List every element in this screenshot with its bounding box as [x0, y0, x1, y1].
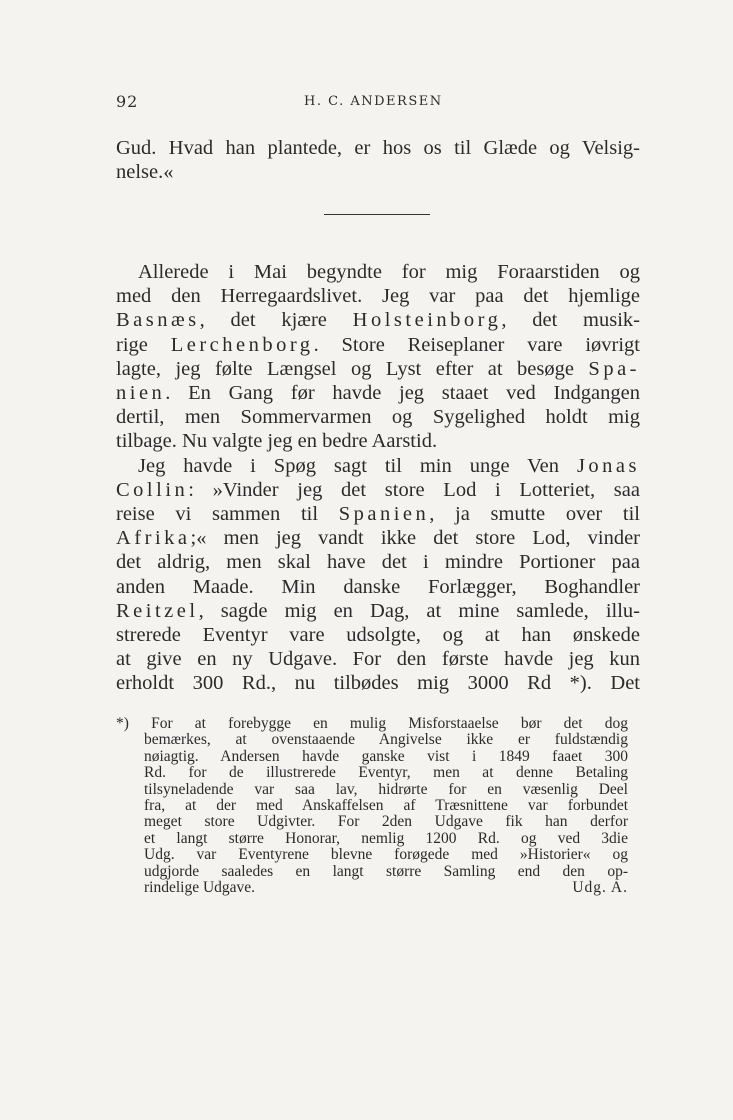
section-divider — [324, 214, 430, 215]
place-name: Spanien — [338, 503, 430, 526]
footnote-line: bemærkes, at ovenstaaende Angivelse ikke er fuldstændig — [144, 731, 628, 749]
footnote-line: et langt større Honorar, nemlig 1200 Rd. og ved 3die — [144, 829, 628, 847]
place-name: Spa- — [588, 357, 640, 380]
text-line: med den Herregaardslivet. Jeg var paa det hjemlige — [116, 285, 640, 308]
place-name: nien — [116, 382, 166, 405]
person-name: Jonas — [576, 454, 640, 477]
text-line: tilbage. Nu valgte jeg en bedre Aarstid. — [116, 430, 438, 453]
footnote-line: Udg. var Eventyrene blevne forøgede med »Historier« og — [144, 846, 628, 864]
text-line: rige Lerchenborg. Store Reiseplaner vare iøvrigt — [116, 333, 640, 356]
text-line: Afrika;« men jeg vandt ikke det store Lod, vinder — [116, 527, 640, 550]
footnote-line: Rd. for de illustrerede Eventyr, men at denne Betaling — [144, 764, 628, 782]
text-line: Collin: »Vinder jeg det store Lod i Lotteriet, saa — [116, 478, 640, 501]
footnote-line: nøiagtig. Andersen havde ganske vist i 1849 faaet 300 — [144, 747, 628, 765]
place-name: Afrika — [116, 527, 191, 550]
footnote-line: rindelige Udgave. Udg. A. — [144, 879, 628, 897]
text-line: Allerede i Mai begyndte for mig Foraarstiden og — [138, 261, 640, 283]
text-line: nien. En Gang før havde jeg staaet ved Indgangen — [116, 382, 640, 405]
place-name: Holsteinborg — [352, 309, 502, 332]
running-head: H. C. ANDERSEN — [304, 94, 443, 109]
text-line: dertil, men Sommervarmen og Sygelighed holdt mig — [116, 406, 640, 429]
footnote-line: *) For at forebygge en mulig Misforstaaelse bør det dog — [116, 715, 628, 732]
place-name: Basnæs — [116, 309, 200, 332]
page-number: 92 — [116, 92, 139, 111]
text-line: nelse.« — [116, 161, 174, 184]
text-line: at give en ny Udgave. For den første havde jeg kun — [116, 648, 640, 671]
text-line: Gud. Hvad han plantede, er hos os til Glæde og Velsig- — [116, 137, 640, 159]
footnote-line: udgjorde saaledes en langt større Samling end den op- — [144, 862, 628, 880]
text-line: lagte, jeg følte Længsel og Lyst efter at besøge Spa- — [116, 357, 640, 380]
text-line: anden Maade. Min danske Forlægger, Boghandler — [116, 575, 640, 598]
text-line: Jeg havde i Spøg sagt til min unge Ven Jonas — [138, 454, 640, 477]
text-line: Basnæs, det kjære Holsteinborg, det musik- — [116, 309, 640, 332]
person-name: Collin — [116, 478, 189, 501]
footnote-signature: Udg. A. — [572, 879, 628, 897]
text-line: reise vi sammen til Spanien, ja smutte over til — [116, 503, 640, 526]
place-name: Lerchenborg — [170, 333, 314, 356]
text-line: erholdt 300 Rd., nu tilbødes mig 3000 Rd *). Det — [116, 672, 640, 695]
footnote-line: meget store Udgivter. For 2den Udgave fik han derfor — [144, 813, 628, 831]
footnote-line: fra, at der med Anskaffelsen af Træsnittene var forbundet — [144, 797, 628, 815]
paragraph-spring — [116, 260, 640, 696]
text-line: det aldrig, men skal have det i mindre Portioner paa — [116, 551, 640, 574]
footnote — [116, 716, 628, 896]
paragraph-continuation — [116, 136, 640, 184]
footnote-line: tilsyneladende var saa lav, hidrørte for en væsenlig Deel — [144, 780, 628, 798]
text-line: Reitzel, sagde mig en Dag, at mine samlede, illu- — [116, 599, 640, 622]
person-name: Reitzel — [116, 599, 199, 622]
text-line: strerede Eventyr vare udsolgte, og at han ønskede — [116, 624, 640, 647]
